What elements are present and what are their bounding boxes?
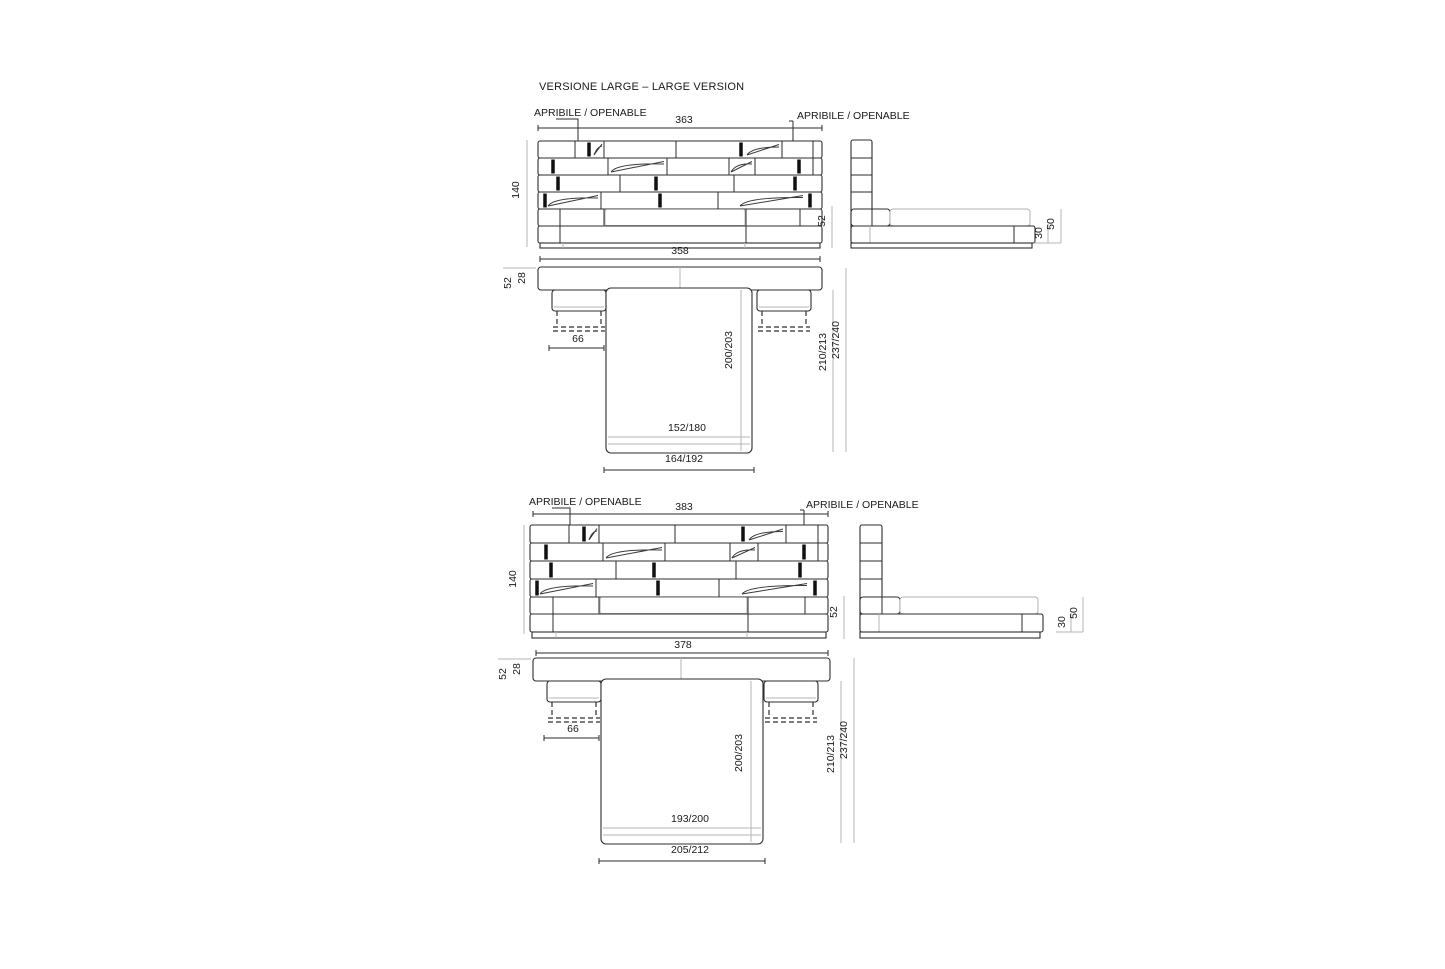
openable-label-right: APRIBILE / OPENABLE: [806, 499, 919, 511]
plan-view: [502, 267, 846, 473]
plinth-profile: [860, 632, 1040, 638]
dim-frame-width: 205/212: [671, 844, 709, 856]
dim-height: 140: [507, 570, 519, 588]
xlarge-version-set: [497, 496, 1083, 864]
dim-width-bottom: 358: [671, 245, 689, 257]
dim-width-top: 383: [675, 501, 693, 513]
headboard-row: [530, 579, 828, 597]
nightstand-dim-line: [544, 735, 599, 741]
nightstand-profile: [860, 597, 900, 614]
dim-frame-width: 164/192: [665, 453, 703, 465]
openable-label-right: APRIBILE / OPENABLE: [797, 110, 910, 122]
mattress-profile: [890, 209, 1030, 226]
large-version-set: [502, 81, 1061, 473]
nightstand-right-hidden-lines: [765, 702, 817, 722]
nightstand-dim-line: [549, 345, 604, 351]
frame-dim-line: [604, 467, 754, 473]
dim-length-total: 237/240: [838, 721, 850, 759]
bed-base-row: [530, 614, 828, 632]
nightstand-right: [764, 681, 818, 702]
dim-nightstand-width: 66: [572, 333, 584, 345]
dim-length-total: 237/240: [830, 321, 842, 359]
headboard-row: [538, 175, 822, 192]
dim-mattress-width: 152/180: [668, 422, 706, 434]
frame-dim-line: [599, 858, 765, 864]
nightstand-left: [552, 290, 606, 311]
openable-label-left: APRIBILE / OPENABLE: [534, 107, 647, 119]
side-view: [860, 525, 1083, 638]
headboard-row: [530, 561, 828, 579]
bed-platform-profile: [860, 614, 1043, 632]
plan-view: [497, 658, 854, 864]
dim-depth: 28: [511, 663, 523, 675]
front-view: [530, 525, 828, 638]
dim-length-inner: 210/213: [825, 735, 837, 773]
plinth-strip: [532, 632, 826, 638]
dim-width-top: 363: [675, 114, 693, 126]
nightstand-right-hidden-lines: [758, 311, 810, 331]
nightstand-right: [757, 290, 811, 311]
nightstand-left: [547, 681, 601, 702]
headboard-row: [538, 158, 822, 175]
dim-depth-total: 52: [497, 668, 509, 680]
dim-depth-total: 52: [502, 277, 514, 289]
plinth-profile: [851, 243, 1032, 248]
dim-length-inner: 210/213: [817, 333, 829, 371]
dim-platform-height: 30: [1056, 616, 1068, 628]
nightstand-left-hidden-lines: [548, 702, 600, 722]
dim-width-bottom: 378: [674, 639, 692, 651]
headboard-row: [530, 543, 828, 561]
nightstand-left-hidden-lines: [553, 311, 605, 331]
headboard-row: [538, 141, 822, 158]
mattress-profile: [900, 597, 1038, 614]
dim-mattress-length: 200/203: [733, 734, 745, 772]
dim-total-height: 50: [1045, 218, 1057, 230]
dim-depth: 28: [516, 272, 528, 284]
dim-height: 140: [510, 181, 522, 199]
dim-platform-height: 30: [1033, 227, 1045, 239]
headboard-row: [530, 525, 828, 543]
dim-base-height: 52: [816, 215, 828, 227]
dim-mattress-length: 200/203: [723, 331, 735, 369]
dim-mattress-width: 193/200: [671, 813, 709, 825]
dim-total-height: 50: [1068, 607, 1080, 619]
openable-label-left: APRIBILE / OPENABLE: [529, 496, 642, 508]
nightstand-profile: [851, 209, 890, 226]
page-title: VERSIONE LARGE – LARGE VERSION: [539, 81, 745, 93]
bed-base-row: [538, 226, 822, 243]
front-view: [538, 141, 822, 248]
bed-surface-panel: [605, 210, 745, 226]
dim-base-height: 52: [828, 606, 840, 618]
headboard-row: [538, 192, 822, 209]
bed-platform-profile: [851, 226, 1035, 243]
dim-nightstand-width: 66: [567, 723, 579, 735]
bed-surface-panel: [600, 598, 747, 614]
side-view: [851, 140, 1061, 248]
